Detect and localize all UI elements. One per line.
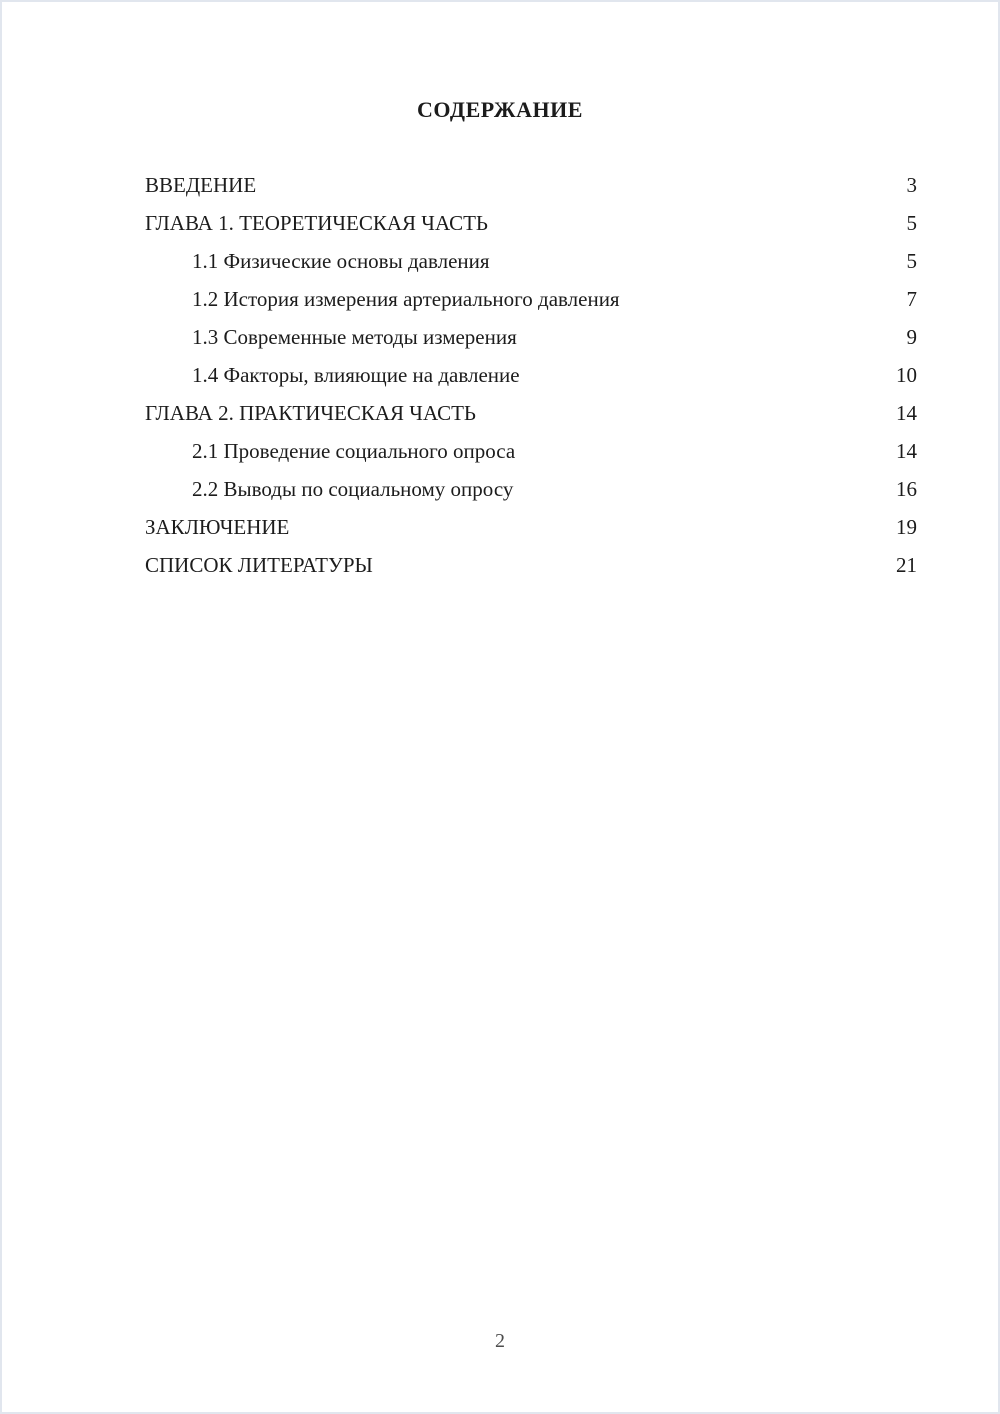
toc-entry-label: 1.2 История измерения артериального давления [192, 287, 620, 311]
toc-entry-label: 1.4 Факторы, влияющие на давление [192, 363, 520, 387]
toc-entry-introduction [145, 166, 917, 204]
toc-entry-page: 5 [906, 249, 917, 273]
toc-entry-chapter-2 [145, 394, 917, 432]
toc-entry-2-2 [145, 470, 917, 508]
toc-entry-page: 9 [906, 325, 917, 349]
toc-entry-page: 14 [896, 401, 917, 425]
footer-page-number: 2 [495, 1330, 505, 1352]
toc-entry-page: 7 [906, 287, 917, 311]
toc-entry-conclusion [145, 508, 917, 546]
toc-entry-chapter-1 [145, 204, 917, 242]
toc-entry-label: 2.1 Проведение социального опроса [192, 439, 516, 463]
toc-entry-label: ЗАКЛЮЧЕНИЕ [145, 515, 290, 539]
toc-entry-page: 3 [906, 173, 917, 197]
toc-entry-1-2 [145, 280, 917, 318]
toc-entry-bibliography [145, 546, 917, 584]
toc-entry-label: ГЛАВА 1. ТЕОРЕТИЧЕСКАЯ ЧАСТЬ [145, 211, 488, 235]
toc-entry-page: 5 [906, 211, 917, 235]
toc-entry-page: 14 [896, 439, 917, 463]
toc-entry-1-4 [145, 356, 917, 394]
toc-entry-label: 1.1 Физические основы давления [192, 249, 490, 273]
toc-entry-1-1 [145, 242, 917, 280]
toc-entry-label: 1.3 Современные методы измерения [192, 325, 517, 349]
toc-list [145, 166, 917, 584]
toc-entry-label: СПИСОК ЛИТЕРАТУРЫ [145, 553, 373, 577]
toc-title: СОДЕРЖАНИЕ [417, 97, 583, 122]
toc-entry-page: 21 [896, 553, 917, 577]
toc-entry-page: 19 [896, 515, 917, 539]
toc-entry-label: 2.2 Выводы по социальному опросу [192, 477, 514, 501]
toc-entry-page: 10 [896, 363, 917, 387]
toc-entry-label: ГЛАВА 2. ПРАКТИЧЕСКАЯ ЧАСТЬ [145, 401, 476, 425]
toc-entry-label: ВВЕДЕНИЕ [145, 173, 257, 197]
toc-entry-2-1 [145, 432, 917, 470]
toc-entry-page: 16 [896, 477, 917, 501]
toc-entry-1-3 [145, 318, 917, 356]
